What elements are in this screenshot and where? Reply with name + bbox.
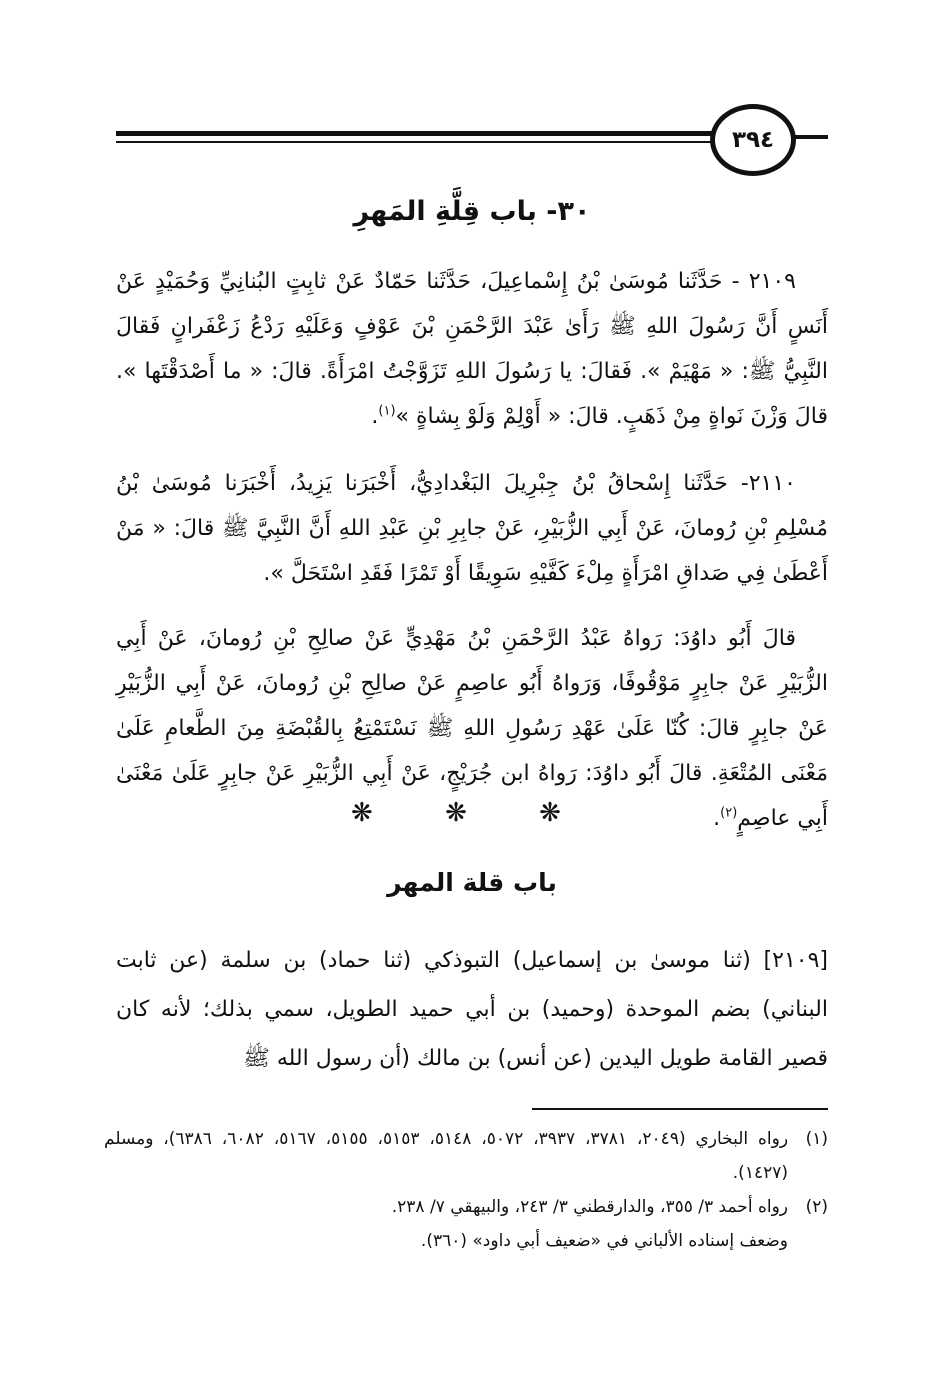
page-number: ٣٩٤ [731,126,775,153]
hadith-body: ٢١٠٩ - حَدَّثَنا مُوسَىٰ بْنُ إِسْماعِيلَ، حَدَّثَنا حَمّادٌ عَنْ ثابِتٍ البُنانِيِّ وَحُمَيْدٍ عَنْ أَنَسٍ أَنَّ رَسُولَ اللهِ ﷺ رَأَىٰ عَبْدَ الرَّحْمَنِ بْنَ عَوْفٍ وَعَلَيْهِ رَدْعُ زَعْفَرانٍ فَقالَ النَّبِيُّ ﷺ: « مَهْيَمْ ». فَقالَ: يا رَسُولَ اللهِ تَزَوَّجْتُ امْرَأَةً. قالَ: « ما أَصْدَقْتَها ». قالَ وَزْنَ نَواةٍ مِنْ ذَهَبٍ. قالَ: « أَوْلِمْ وَلَوْ بِشاةٍ » [116,269,828,429]
footnote-reference: (٢) [720,805,738,821]
note-tail: . [713,806,721,831]
footnote-text: رواه أحمد ٣/ ٣٥٥، والدارقطني ٣/ ٢٤٣، والبيهقي ٧/ ٢٣٨. [391,1197,788,1217]
footnote-text: رواه البخاري (٢٠٤٩، ٣٧٨١، ٣٩٣٧، ٥٠٧٢، ٥١٤٨، ٥١٥٣، ٥١٥٥، ٥١٦٧، ٦٠٨٢، ٦٣٨٦)، ومسلم (١٤٢٧). [104,1129,789,1183]
hadith-text [116,259,828,439]
hadith-text: ٢١١٠- حَدَّثَنا إِسْحاقُ بْنُ جِبْرِيلَ البَغْدادِيُّ، أَخْبَرَنا يَزِيدُ، أَخْبَرَنا مُوسَىٰ بْنُ مُسْلِمِ بْنِ رُومانَ، عَنْ أَبِي الزُّبَيْرِ، عَنْ جابِرِ بْنِ عَبْدِ اللهِ أَنَّ النَّبِيَّ ﷺ قالَ: « مَنْ أَعْطَىٰ فِي صَداقِ امْرَأَةٍ مِلْءَ كَفَّيْهِ سَوِيقًا أَوْ تَمْرًا فَقَدِ اسْتَحَلَّ ». [116,471,828,586]
footnote-1 [104,1122,828,1190]
page-number-badge [710,104,796,176]
commentary [116,936,828,1083]
footnote-number: (٢) [805,1197,828,1217]
footnote-number: (١) [805,1129,828,1149]
hadith-2109 [116,259,828,439]
hadith-2110 [116,461,828,596]
page-header [116,104,828,174]
commentary-title: باب قلة المهر [387,868,557,897]
footnote-2-continuation: وضعف إسناده الألباني في «ضعيف أبي داود» (٣٦٠). [420,1231,788,1251]
chapter-title: ٣٠- باب قِلَّةِ المَهرِ [353,196,591,227]
hadith-tail: . [371,404,379,429]
commentary-text: [٢١٠٩] (ثنا موسىٰ بن إسماعيل) التبوذكي (ثنا حماد) بن سلمة (عن ثابت البناني) بضم الموحدة (وحميد) بن أبي حميد الطويل، سمي بذلك؛ لأنه كان قصير القامة طويل اليدين (عن أنس) بن مالك (أن رسول الله ﷺ [116,948,828,1071]
section-separator: ❋ ❋ ❋ [351,798,593,828]
header-rule-thick [116,131,716,136]
footnote-reference: (١) [378,403,396,419]
note-body: قالَ أَبُو داوُدَ: رَواهُ عَبْدُ الرَّحْمَنِ بْنُ مَهْدِيٍّ عَنْ صالِحِ بْنِ رُومانَ، عَنْ أَبِي الزُّبَيْرِ عَنْ جابِرٍ مَوْقُوفًا، وَرَواهُ أَبُو عاصِمٍ عَنْ صالِحِ بْنِ رُومانَ، عَنْ أَبِي الزُّبَيْرِ عَنْ جابِرٍ قالَ: كُنّا عَلَىٰ عَهْدِ رَسُولِ اللهِ ﷺ نَسْتَمْتِعُ بِالقُبْضَةِ مِنَ الطَّعامِ عَلَىٰ مَعْنَى المُتْعَةِ. قالَ أَبُو داوُدَ: رَواهُ ابن جُرَيْجٍ، عَنْ أَبِي الزُّبَيْرِ عَنْ جابِرٍ عَلَىٰ مَعْنَىٰ أَبِي عاصِمٍ [116,626,828,831]
header-rule-tail [794,135,828,139]
footnotes [104,1122,828,1258]
footnote-2 [104,1190,828,1224]
footnote-divider [532,1108,828,1110]
header-rule-thin [116,141,716,143]
